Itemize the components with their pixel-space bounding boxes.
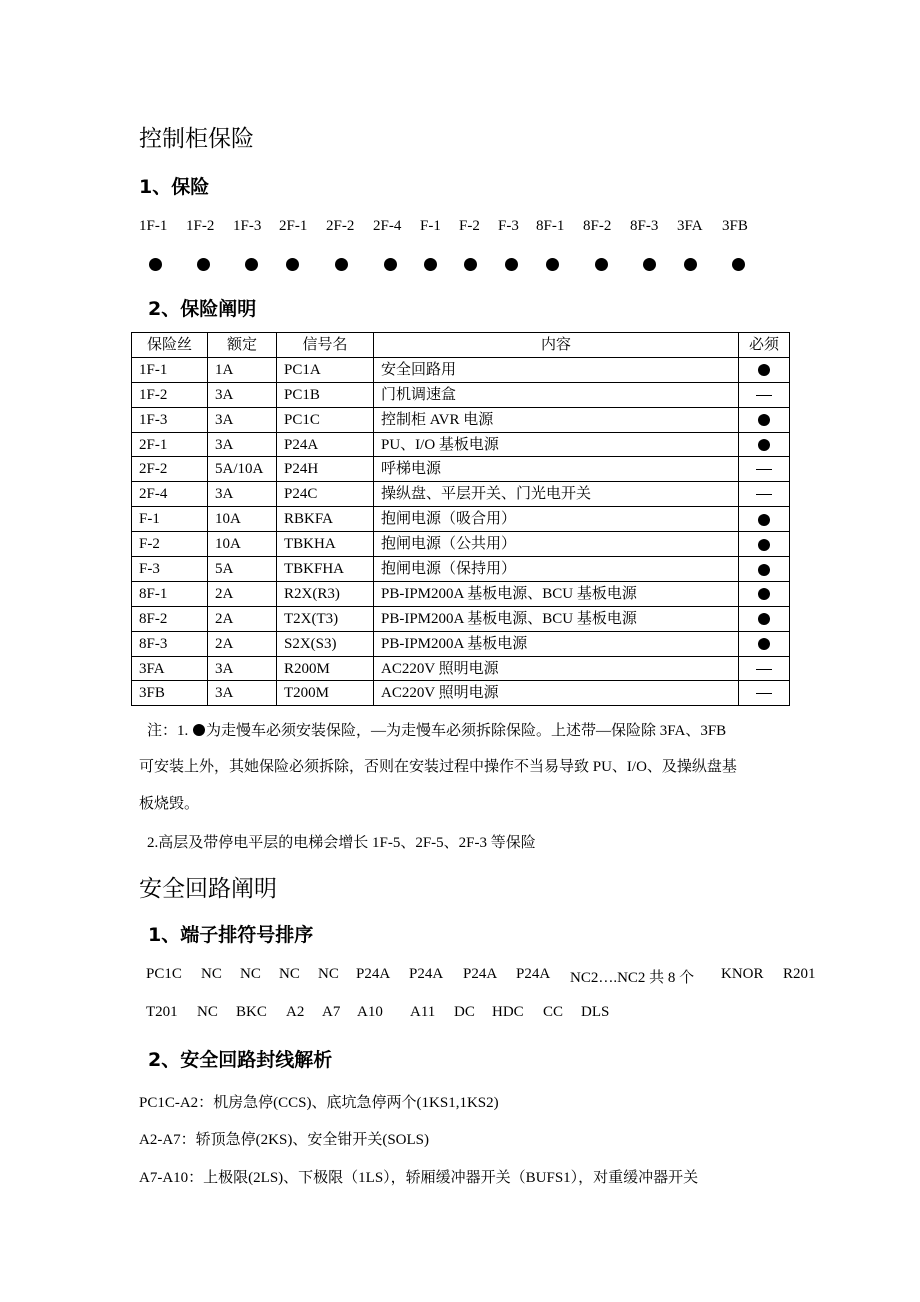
table-row bbox=[132, 557, 790, 582]
fuse-dot-icon bbox=[286, 258, 299, 271]
fuse-dot-icon bbox=[643, 258, 656, 271]
required-dot-icon bbox=[758, 439, 770, 451]
header-fuse: 保险丝 bbox=[132, 333, 208, 358]
cell-content: PB-IPM200A 基板电源、BCU 基板电源 bbox=[374, 581, 739, 606]
cell-required bbox=[739, 631, 790, 656]
fuse-dot-icon bbox=[684, 258, 697, 271]
cell-fuse: F-1 bbox=[132, 507, 208, 532]
cell-required bbox=[739, 681, 790, 706]
cell-content: 控制柜 AVR 电源 bbox=[374, 407, 739, 432]
cell-required bbox=[739, 457, 790, 482]
terminal-label: A7 bbox=[322, 1004, 341, 1020]
note-1-line-1 bbox=[147, 719, 726, 740]
terminal-label: P24A bbox=[463, 966, 498, 982]
fuse-dot-icon bbox=[424, 258, 437, 271]
cell-rating: 5A bbox=[208, 557, 277, 582]
cell-rating: 5A/10A bbox=[208, 457, 277, 482]
fuse-label: 2F-4 bbox=[373, 218, 402, 234]
fuse-dot-icon bbox=[335, 258, 348, 271]
cell-signal: P24C bbox=[277, 482, 374, 507]
cell-signal: R200M bbox=[277, 656, 374, 681]
cell-required bbox=[739, 432, 790, 457]
terminal-label: R201 bbox=[783, 966, 816, 982]
table-row bbox=[132, 507, 790, 532]
terminal-label: P24A bbox=[356, 966, 391, 982]
fuse-label: 3FB bbox=[722, 218, 748, 234]
cell-fuse: 1F-3 bbox=[132, 407, 208, 432]
fuse-dot-icon bbox=[384, 258, 397, 271]
required-dot-icon bbox=[758, 539, 770, 551]
cell-fuse: 8F-1 bbox=[132, 581, 208, 606]
fuse-label: F-2 bbox=[459, 218, 480, 234]
cell-fuse: 3FB bbox=[132, 681, 208, 706]
cell-fuse: F-3 bbox=[132, 557, 208, 582]
required-dot-icon bbox=[758, 514, 770, 526]
terminal-label: HDC bbox=[492, 1004, 524, 1020]
terminal-order-heading: 1、端子排符号排序 bbox=[148, 924, 314, 946]
required-dot-icon bbox=[758, 613, 770, 625]
terminal-label: NC bbox=[201, 966, 222, 982]
cell-rating: 3A bbox=[208, 407, 277, 432]
required-dot-icon bbox=[758, 564, 770, 576]
terminal-label: KNOR bbox=[721, 966, 764, 982]
fuse-label: 2F-1 bbox=[279, 218, 308, 234]
fuse-table bbox=[131, 332, 790, 706]
cell-content: 安全回路用 bbox=[374, 357, 739, 382]
cell-fuse: F-2 bbox=[132, 532, 208, 557]
terminal-label: CC bbox=[543, 1004, 564, 1020]
terminal-label: NC bbox=[240, 966, 261, 982]
fuse-dot-icon bbox=[464, 258, 477, 271]
table-row bbox=[132, 482, 790, 507]
cell-signal: T2X(T3) bbox=[277, 606, 374, 631]
fuse-dot-icon bbox=[505, 258, 518, 271]
table-header-row bbox=[132, 333, 790, 358]
wiring-line: A7-A10：上极限(2LS)、下极限（1LS），轿厢缓冲器开关（BUFS1），对重缓冲器开关 bbox=[139, 1170, 699, 1186]
cell-required bbox=[739, 532, 790, 557]
cell-signal: RBKFA bbox=[277, 507, 374, 532]
cell-fuse: 2F-1 bbox=[132, 432, 208, 457]
table-row bbox=[132, 656, 790, 681]
cell-rating: 3A bbox=[208, 681, 277, 706]
remove-dash-icon bbox=[756, 469, 772, 470]
cell-signal: S2X(S3) bbox=[277, 631, 374, 656]
terminal-label: P24A bbox=[516, 966, 551, 982]
cell-content: 抱闸电源（吸合用） bbox=[374, 507, 739, 532]
cell-required bbox=[739, 407, 790, 432]
table-row bbox=[132, 606, 790, 631]
cell-fuse: 8F-3 bbox=[132, 631, 208, 656]
required-dot-icon bbox=[758, 364, 770, 376]
cell-content: PB-IPM200A 基板电源、BCU 基板电源 bbox=[374, 606, 739, 631]
cell-content: 门机调速盒 bbox=[374, 382, 739, 407]
fuse-dot-icon bbox=[149, 258, 162, 271]
fuse-dot-icon bbox=[245, 258, 258, 271]
fuse-label: 3FA bbox=[677, 218, 703, 234]
table-row bbox=[132, 581, 790, 606]
cell-content: AC220V 照明电源 bbox=[374, 681, 739, 706]
table-row bbox=[132, 382, 790, 407]
header-rating: 额定 bbox=[208, 333, 277, 358]
cell-fuse: 2F-2 bbox=[132, 457, 208, 482]
cell-content: PB-IPM200A 基板电源 bbox=[374, 631, 739, 656]
required-dot-icon bbox=[758, 414, 770, 426]
fuse-dot-icon bbox=[732, 258, 745, 271]
cell-required bbox=[739, 507, 790, 532]
cell-rating: 2A bbox=[208, 631, 277, 656]
cell-signal: P24A bbox=[277, 432, 374, 457]
fuse-label: 8F-1 bbox=[536, 218, 565, 234]
cell-content: PU、I/O 基板电源 bbox=[374, 432, 739, 457]
cell-rating: 10A bbox=[208, 507, 277, 532]
table-row bbox=[132, 532, 790, 557]
wiring-line: A2-A7：轿顶急停(2KS)、安全钳开关(SOLS) bbox=[139, 1132, 429, 1148]
terminal-label: DC bbox=[454, 1004, 475, 1020]
header-content: 内容 bbox=[374, 333, 739, 358]
fuse-dot-icon bbox=[197, 258, 210, 271]
fuse-label: 8F-3 bbox=[630, 218, 659, 234]
note-1-line-3: 板烧毁。 bbox=[139, 796, 200, 812]
table-row bbox=[132, 357, 790, 382]
terminal-label: A10 bbox=[357, 1004, 383, 1020]
cell-signal: PC1C bbox=[277, 407, 374, 432]
cell-signal: R2X(R3) bbox=[277, 581, 374, 606]
cell-rating: 3A bbox=[208, 482, 277, 507]
cell-fuse: 8F-2 bbox=[132, 606, 208, 631]
cell-required bbox=[739, 482, 790, 507]
remove-dash-icon bbox=[756, 494, 772, 495]
table-row bbox=[132, 457, 790, 482]
cell-required bbox=[739, 557, 790, 582]
cell-content: 呼梯电源 bbox=[374, 457, 739, 482]
wiring-line: PC1C-A2：机房急停(CCS)、底坑急停两个(1KS1,1KS2) bbox=[139, 1095, 499, 1111]
terminal-label: NC bbox=[197, 1004, 218, 1020]
cell-rating: 3A bbox=[208, 656, 277, 681]
cell-rating: 10A bbox=[208, 532, 277, 557]
terminal-label: DLS bbox=[581, 1004, 610, 1020]
terminal-label: NC bbox=[318, 966, 339, 982]
remove-dash-icon bbox=[756, 395, 772, 396]
terminal-label: P24A bbox=[409, 966, 444, 982]
remove-dash-icon bbox=[756, 669, 772, 670]
cell-required bbox=[739, 656, 790, 681]
cell-signal: P24H bbox=[277, 457, 374, 482]
fuse-label: 8F-2 bbox=[583, 218, 612, 234]
cell-signal: TBKHA bbox=[277, 532, 374, 557]
table-row bbox=[132, 631, 790, 656]
cell-fuse: 2F-4 bbox=[132, 482, 208, 507]
note-1-prefix: 注：1. bbox=[147, 723, 193, 739]
table-row bbox=[132, 681, 790, 706]
page-title: 控制柜保险 bbox=[139, 126, 254, 152]
note-1-text: 为走慢车必须安装保险，—为走慢车必须拆除保险。上述带—保险除 3FA、3FB bbox=[206, 723, 727, 739]
note-2: 2.高层及带停电平层的电梯会增长 1F-5、2F-5、2F-3 等保险 bbox=[147, 835, 536, 851]
required-dot-icon bbox=[193, 724, 205, 736]
cell-content: 抱闸电源（保持用） bbox=[374, 557, 739, 582]
header-signal: 信号名 bbox=[277, 333, 374, 358]
cell-rating: 3A bbox=[208, 382, 277, 407]
terminal-label: PC1C bbox=[146, 966, 182, 982]
cell-signal: T200M bbox=[277, 681, 374, 706]
fuse-dot-icon bbox=[546, 258, 559, 271]
cell-signal: TBKFHA bbox=[277, 557, 374, 582]
terminal-label: T201 bbox=[146, 1004, 178, 1020]
required-dot-icon bbox=[758, 588, 770, 600]
safety-title: 安全回路阐明 bbox=[139, 876, 277, 902]
cell-fuse: 3FA bbox=[132, 656, 208, 681]
cell-required bbox=[739, 606, 790, 631]
required-dot-icon bbox=[758, 638, 770, 650]
fuse-explanation-heading: 2、保险阐明 bbox=[148, 298, 257, 320]
fuse-label: 2F-2 bbox=[326, 218, 355, 234]
fuse-section-heading: 1、保险 bbox=[139, 176, 210, 198]
table-row bbox=[132, 407, 790, 432]
wiring-analysis-heading: 2、安全回路封线解析 bbox=[148, 1049, 333, 1071]
fuse-dot-icon bbox=[595, 258, 608, 271]
cell-signal: PC1B bbox=[277, 382, 374, 407]
cell-fuse: 1F-2 bbox=[132, 382, 208, 407]
cell-required bbox=[739, 581, 790, 606]
cell-content: AC220V 照明电源 bbox=[374, 656, 739, 681]
cell-rating: 2A bbox=[208, 581, 277, 606]
fuse-label: F-1 bbox=[420, 218, 441, 234]
cell-rating: 3A bbox=[208, 432, 277, 457]
cell-required bbox=[739, 382, 790, 407]
cell-required bbox=[739, 357, 790, 382]
terminal-label: BKC bbox=[236, 1004, 267, 1020]
terminal-label: NC bbox=[279, 966, 300, 982]
fuse-label: 1F-1 bbox=[139, 218, 168, 234]
cell-rating: 1A bbox=[208, 357, 277, 382]
cell-fuse: 1F-1 bbox=[132, 357, 208, 382]
cell-signal: PC1A bbox=[277, 357, 374, 382]
terminal-label: A11 bbox=[410, 1004, 436, 1020]
fuse-label: 1F-2 bbox=[186, 218, 215, 234]
note-1-line-2: 可安装上外，其她保险必须拆除，否则在安装过程中操作不当易导致 PU、I/O、及操纵盘基 bbox=[139, 759, 737, 775]
cell-content: 抱闸电源（公共用） bbox=[374, 532, 739, 557]
terminal-label: NC2….NC2 共 8 个 bbox=[570, 970, 695, 986]
table-row bbox=[132, 432, 790, 457]
remove-dash-icon bbox=[756, 693, 772, 694]
header-required: 必须 bbox=[739, 333, 790, 358]
fuse-label: 1F-3 bbox=[233, 218, 262, 234]
cell-rating: 2A bbox=[208, 606, 277, 631]
terminal-label: A2 bbox=[286, 1004, 305, 1020]
cell-content: 操纵盘、平层开关、门光电开关 bbox=[374, 482, 739, 507]
fuse-label: F-3 bbox=[498, 218, 519, 234]
